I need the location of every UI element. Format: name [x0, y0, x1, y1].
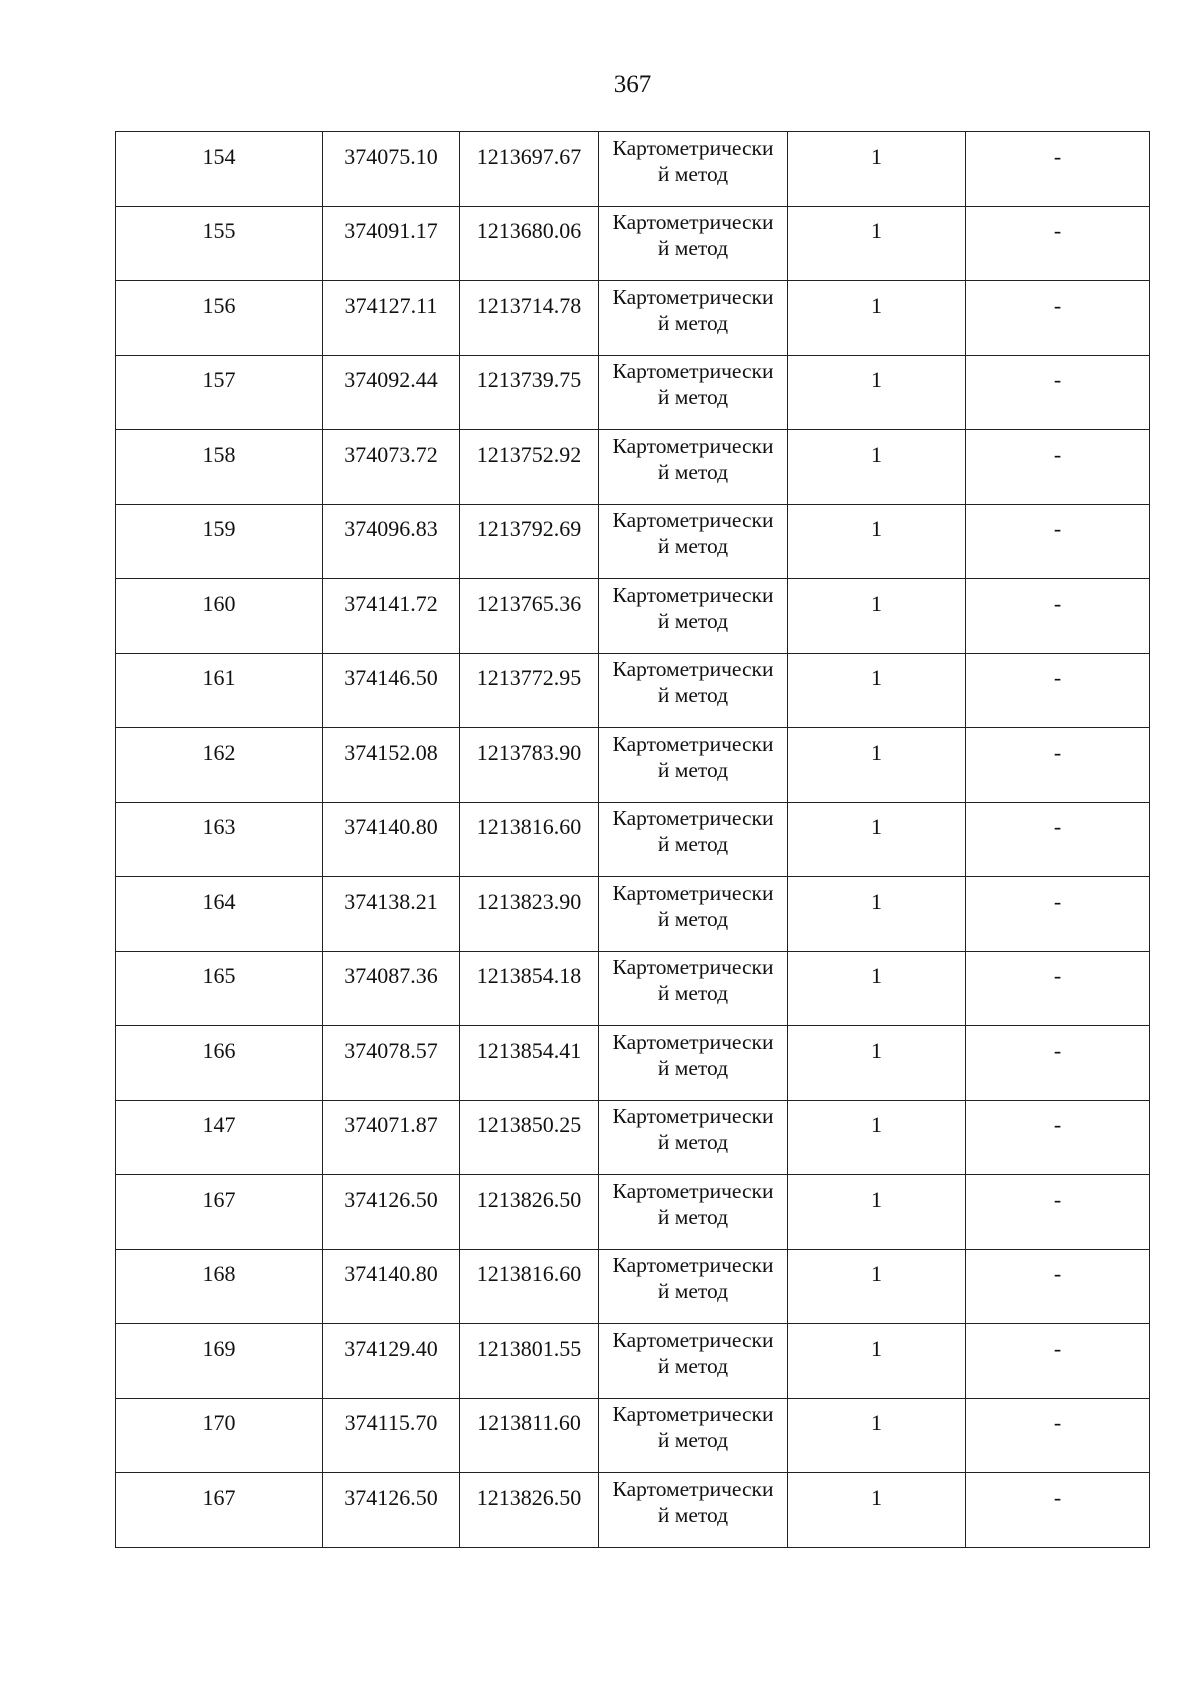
accuracy-cell: [788, 1100, 966, 1175]
x-coordinate-text: 374091.17: [344, 218, 438, 244]
description-cell: [966, 1175, 1150, 1250]
point-number-text: 161: [202, 665, 236, 691]
accuracy-cell: [788, 281, 966, 356]
y-coordinate-text: 1213739.75: [476, 367, 582, 393]
accuracy-cell: [788, 504, 966, 579]
method-cell: [599, 728, 788, 803]
method-line-1: Картометрически: [612, 1476, 774, 1501]
description-cell: [966, 1473, 1150, 1548]
y-coordinate-text: 1213826.50: [476, 1186, 582, 1212]
method-text: [599, 731, 787, 783]
method-cell: [599, 951, 788, 1026]
description-cell: [966, 951, 1150, 1026]
accuracy-text: 1: [871, 441, 882, 467]
point-number-text: 169: [202, 1335, 236, 1361]
y-coordinate-cell: [460, 1249, 599, 1324]
point-number-text: 147: [202, 1112, 236, 1138]
x-coordinate-text: 374092.44: [344, 367, 438, 393]
point-number-cell: [116, 1100, 323, 1175]
y-coordinate-text: 1213823.90: [476, 888, 582, 914]
point-number-text: 170: [202, 1410, 236, 1436]
method-line-1: Картометрически: [612, 359, 774, 384]
y-coordinate-text: 1213801.55: [476, 1335, 582, 1361]
method-cell: [599, 802, 788, 877]
point-number-cell: [116, 430, 323, 505]
description-cell: [966, 728, 1150, 803]
point-number-text: 167: [202, 1484, 236, 1510]
method-line-2: й метод: [657, 1279, 729, 1304]
method-line-2: й метод: [657, 1428, 729, 1453]
y-coordinate-cell: [460, 728, 599, 803]
method-text: [599, 954, 787, 1006]
x-coordinate-cell: [323, 430, 460, 505]
y-coordinate-text: 1213816.60: [476, 814, 582, 840]
method-cell: [599, 1026, 788, 1101]
point-number-text: 166: [202, 1037, 236, 1063]
point-number-text: 167: [202, 1186, 236, 1212]
y-coordinate-text: 1213850.25: [476, 1112, 582, 1138]
description-cell: [966, 504, 1150, 579]
y-coordinate-text: 1213752.92: [476, 441, 582, 467]
x-coordinate-cell: [323, 1473, 460, 1548]
x-coordinate-cell: [323, 653, 460, 728]
description-text: -: [1053, 665, 1062, 691]
description-text: -: [1053, 441, 1062, 467]
point-number-cell: [116, 281, 323, 356]
point-number-text: 158: [202, 441, 236, 467]
description-cell: [966, 1026, 1150, 1101]
accuracy-text: 1: [871, 814, 882, 840]
accuracy-cell: [788, 1175, 966, 1250]
method-cell: [599, 504, 788, 579]
point-number-cell: [116, 1324, 323, 1399]
accuracy-text: 1: [871, 292, 882, 318]
accuracy-text: 1: [871, 367, 882, 393]
point-number-text: 163: [202, 814, 236, 840]
x-coordinate-text: 374078.57: [344, 1037, 438, 1063]
description-cell: [966, 430, 1150, 505]
point-number-text: 154: [202, 143, 236, 169]
y-coordinate-text: 1213816.60: [476, 1261, 582, 1287]
table-row: [116, 281, 1150, 356]
method-text: [599, 284, 787, 336]
method-cell: [599, 281, 788, 356]
x-coordinate-cell: [323, 1249, 460, 1324]
description-cell: [966, 281, 1150, 356]
page-number: 367: [613, 71, 652, 98]
method-text: [599, 1252, 787, 1304]
method-text: [599, 507, 787, 559]
y-coordinate-text: 1213854.41: [476, 1037, 582, 1063]
y-coordinate-cell: [460, 653, 599, 728]
method-text: [599, 209, 787, 261]
method-line-2: й метод: [657, 1502, 729, 1527]
x-coordinate-text: 374140.80: [344, 814, 438, 840]
description-text: -: [1053, 143, 1062, 169]
x-coordinate-cell: [323, 281, 460, 356]
method-line-2: й метод: [657, 906, 729, 931]
description-text: -: [1053, 1112, 1062, 1138]
method-line-2: й метод: [657, 981, 729, 1006]
accuracy-cell: [788, 877, 966, 952]
method-cell: [599, 1398, 788, 1473]
accuracy-text: 1: [871, 218, 882, 244]
description-cell: [966, 1398, 1150, 1473]
description-text: -: [1053, 1484, 1062, 1510]
point-number-cell: [116, 653, 323, 728]
method-text: [599, 358, 787, 410]
description-cell: [966, 132, 1150, 207]
description-text: -: [1053, 814, 1062, 840]
description-text: -: [1053, 1410, 1062, 1436]
x-coordinate-text: 374146.50: [344, 665, 438, 691]
x-coordinate-text: 374141.72: [344, 590, 438, 616]
method-cell: [599, 1473, 788, 1548]
accuracy-text: 1: [871, 888, 882, 914]
accuracy-cell: [788, 355, 966, 430]
description-text: -: [1053, 590, 1062, 616]
y-coordinate-text: 1213697.67: [476, 143, 582, 169]
method-line-2: й метод: [657, 534, 729, 559]
method-line-1: Картометрически: [612, 1104, 774, 1129]
table-row: [116, 355, 1150, 430]
description-cell: [966, 1249, 1150, 1324]
method-cell: [599, 430, 788, 505]
method-line-1: Картометрически: [612, 135, 774, 160]
method-text: [599, 1029, 787, 1081]
x-coordinate-text: 374073.72: [344, 441, 438, 467]
x-coordinate-text: 374087.36: [344, 963, 438, 989]
point-number-text: 160: [202, 590, 236, 616]
method-line-1: Картометрически: [612, 210, 774, 235]
point-number-text: 159: [202, 516, 236, 542]
y-coordinate-text: 1213680.06: [476, 218, 582, 244]
method-line-1: Картометрически: [612, 1327, 774, 1352]
accuracy-cell: [788, 579, 966, 654]
method-line-1: Картометрически: [612, 657, 774, 682]
point-number-cell: [116, 579, 323, 654]
x-coordinate-text: 374127.11: [344, 292, 438, 318]
accuracy-cell: [788, 1398, 966, 1473]
point-number-text: 157: [202, 367, 236, 393]
y-coordinate-cell: [460, 206, 599, 281]
x-coordinate-cell: [323, 1175, 460, 1250]
method-line-1: Картометрически: [612, 1178, 774, 1203]
accuracy-text: 1: [871, 963, 882, 989]
y-coordinate-cell: [460, 355, 599, 430]
point-number-cell: [116, 1398, 323, 1473]
description-text: -: [1053, 888, 1062, 914]
method-cell: [599, 355, 788, 430]
x-coordinate-text: 374152.08: [344, 739, 438, 765]
x-coordinate-cell: [323, 951, 460, 1026]
description-cell: [966, 1100, 1150, 1175]
method-cell: [599, 1249, 788, 1324]
x-coordinate-text: 374115.70: [344, 1410, 438, 1436]
y-coordinate-text: 1213783.90: [476, 739, 582, 765]
method-text: [599, 1401, 787, 1453]
y-coordinate-text: 1213811.60: [477, 1410, 581, 1436]
x-coordinate-text: 374129.40: [344, 1335, 438, 1361]
description-text: -: [1053, 1186, 1062, 1212]
point-number-cell: [116, 206, 323, 281]
method-line-1: Картометрически: [612, 1402, 774, 1427]
method-cell: [599, 1175, 788, 1250]
table-row: [116, 1324, 1150, 1399]
description-cell: [966, 653, 1150, 728]
x-coordinate-cell: [323, 728, 460, 803]
point-number-cell: [116, 802, 323, 877]
y-coordinate-cell: [460, 430, 599, 505]
method-line-2: й метод: [657, 832, 729, 857]
y-coordinate-cell: [460, 802, 599, 877]
point-number-cell: [116, 504, 323, 579]
table-row: [116, 132, 1150, 207]
y-coordinate-cell: [460, 579, 599, 654]
description-cell: [966, 802, 1150, 877]
y-coordinate-cell: [460, 1175, 599, 1250]
method-line-2: й метод: [657, 1353, 729, 1378]
method-line-1: Картометрически: [612, 1029, 774, 1054]
method-line-1: Картометрически: [612, 284, 774, 309]
table-row: [116, 504, 1150, 579]
y-coordinate-text: 1213826.50: [476, 1484, 582, 1510]
accuracy-cell: [788, 802, 966, 877]
description-cell: [966, 206, 1150, 281]
method-line-2: й метод: [657, 236, 729, 261]
point-number-text: 164: [202, 888, 236, 914]
table-row: [116, 206, 1150, 281]
coordinates-table-body: [116, 132, 1150, 1548]
method-line-2: й метод: [657, 683, 729, 708]
point-number-cell: [116, 1026, 323, 1101]
x-coordinate-text: 374140.80: [344, 1261, 438, 1287]
description-text: -: [1053, 1261, 1062, 1287]
accuracy-cell: [788, 951, 966, 1026]
method-cell: [599, 653, 788, 728]
method-text: [599, 1327, 787, 1379]
x-coordinate-cell: [323, 1324, 460, 1399]
point-number-text: 156: [202, 292, 236, 318]
y-coordinate-cell: [460, 1473, 599, 1548]
description-cell: [966, 1324, 1150, 1399]
method-line-1: Картометрически: [612, 1253, 774, 1278]
point-number-cell: [116, 1175, 323, 1250]
accuracy-text: 1: [871, 1112, 882, 1138]
y-coordinate-cell: [460, 951, 599, 1026]
accuracy-cell: [788, 1249, 966, 1324]
point-number-cell: [116, 355, 323, 430]
y-coordinate-text: 1213714.78: [476, 292, 582, 318]
method-line-2: й метод: [657, 310, 729, 335]
accuracy-text: 1: [871, 739, 882, 765]
x-coordinate-cell: [323, 504, 460, 579]
x-coordinate-cell: [323, 206, 460, 281]
table-row: [116, 1249, 1150, 1324]
description-text: -: [1053, 963, 1062, 989]
description-cell: [966, 355, 1150, 430]
method-cell: [599, 579, 788, 654]
x-coordinate-cell: [323, 132, 460, 207]
method-cell: [599, 206, 788, 281]
accuracy-text: 1: [871, 1410, 882, 1436]
x-coordinate-cell: [323, 1100, 460, 1175]
method-line-1: Картометрически: [612, 731, 774, 756]
table-row: [116, 1100, 1150, 1175]
x-coordinate-text: 374126.50: [344, 1484, 438, 1510]
point-number-cell: [116, 1249, 323, 1324]
accuracy-text: 1: [871, 590, 882, 616]
description-text: -: [1053, 218, 1062, 244]
accuracy-cell: [788, 728, 966, 803]
x-coordinate-cell: [323, 877, 460, 952]
coordinates-table: [115, 131, 1150, 1548]
description-cell: [966, 877, 1150, 952]
y-coordinate-text: 1213772.95: [476, 665, 582, 691]
accuracy-text: 1: [871, 143, 882, 169]
y-coordinate-text: 1213792.69: [476, 516, 582, 542]
description-text: -: [1053, 1037, 1062, 1063]
point-number-cell: [116, 877, 323, 952]
table-row: [116, 802, 1150, 877]
y-coordinate-text: 1213854.18: [476, 963, 582, 989]
method-text: [599, 1476, 787, 1528]
table-row: [116, 1175, 1150, 1250]
table-row: [116, 1026, 1150, 1101]
x-coordinate-cell: [323, 802, 460, 877]
accuracy-text: 1: [871, 1261, 882, 1287]
table-row: [116, 951, 1150, 1026]
method-text: [599, 1103, 787, 1155]
point-number-cell: [116, 1473, 323, 1548]
x-coordinate-cell: [323, 1398, 460, 1473]
description-text: -: [1053, 367, 1062, 393]
description-cell: [966, 579, 1150, 654]
x-coordinate-cell: [323, 355, 460, 430]
method-cell: [599, 877, 788, 952]
y-coordinate-cell: [460, 1100, 599, 1175]
method-line-2: й метод: [657, 1055, 729, 1080]
method-line-2: й метод: [657, 757, 729, 782]
y-coordinate-cell: [460, 132, 599, 207]
method-line-2: й метод: [657, 608, 729, 633]
method-line-1: Картометрически: [612, 508, 774, 533]
x-coordinate-cell: [323, 1026, 460, 1101]
y-coordinate-cell: [460, 281, 599, 356]
description-text: -: [1053, 739, 1062, 765]
method-cell: [599, 1324, 788, 1399]
accuracy-text: 1: [871, 516, 882, 542]
method-text: [599, 433, 787, 485]
x-coordinate-text: 374138.21: [344, 888, 438, 914]
accuracy-cell: [788, 653, 966, 728]
method-line-1: Картометрически: [612, 880, 774, 905]
y-coordinate-cell: [460, 504, 599, 579]
method-text: [599, 1178, 787, 1230]
point-number-text: 155: [202, 218, 236, 244]
accuracy-text: 1: [871, 665, 882, 691]
method-text: [599, 582, 787, 634]
method-cell: [599, 132, 788, 207]
point-number-cell: [116, 728, 323, 803]
point-number-text: 162: [202, 739, 236, 765]
table-row: [116, 1398, 1150, 1473]
accuracy-cell: [788, 1026, 966, 1101]
table-row: [116, 430, 1150, 505]
description-text: -: [1053, 516, 1062, 542]
method-line-2: й метод: [657, 161, 729, 186]
point-number-text: 165: [202, 963, 236, 989]
point-number-text: 168: [202, 1261, 236, 1287]
accuracy-text: 1: [871, 1037, 882, 1063]
point-number-cell: [116, 951, 323, 1026]
method-line-2: й метод: [657, 385, 729, 410]
point-number-cell: [116, 132, 323, 207]
y-coordinate-cell: [460, 1026, 599, 1101]
method-line-1: Картометрически: [612, 806, 774, 831]
x-coordinate-cell: [323, 579, 460, 654]
x-coordinate-text: 374096.83: [344, 516, 438, 542]
table-row: [116, 728, 1150, 803]
method-text: [599, 880, 787, 932]
x-coordinate-text: 374126.50: [344, 1186, 438, 1212]
table-row: [116, 579, 1150, 654]
accuracy-cell: [788, 430, 966, 505]
description-text: -: [1053, 292, 1062, 318]
y-coordinate-cell: [460, 1324, 599, 1399]
accuracy-cell: [788, 1473, 966, 1548]
accuracy-cell: [788, 1324, 966, 1399]
method-cell: [599, 1100, 788, 1175]
method-line-1: Картометрически: [612, 955, 774, 980]
table-row: [116, 1473, 1150, 1548]
table-row: [116, 877, 1150, 952]
accuracy-cell: [788, 206, 966, 281]
y-coordinate-cell: [460, 1398, 599, 1473]
method-line-2: й метод: [657, 1204, 729, 1229]
method-line-2: й метод: [657, 459, 729, 484]
method-text: [599, 135, 787, 187]
y-coordinate-cell: [460, 877, 599, 952]
method-text: [599, 656, 787, 708]
accuracy-text: 1: [871, 1335, 882, 1361]
method-text: [599, 805, 787, 857]
method-line-1: Картометрически: [612, 433, 774, 458]
description-text: -: [1053, 1335, 1062, 1361]
y-coordinate-text: 1213765.36: [476, 590, 582, 616]
accuracy-text: 1: [871, 1484, 882, 1510]
accuracy-text: 1: [871, 1186, 882, 1212]
method-line-1: Картометрически: [612, 582, 774, 607]
x-coordinate-text: 374075.10: [344, 143, 438, 169]
x-coordinate-text: 374071.87: [344, 1112, 438, 1138]
accuracy-cell: [788, 132, 966, 207]
table-row: [116, 653, 1150, 728]
method-line-2: й метод: [657, 1130, 729, 1155]
